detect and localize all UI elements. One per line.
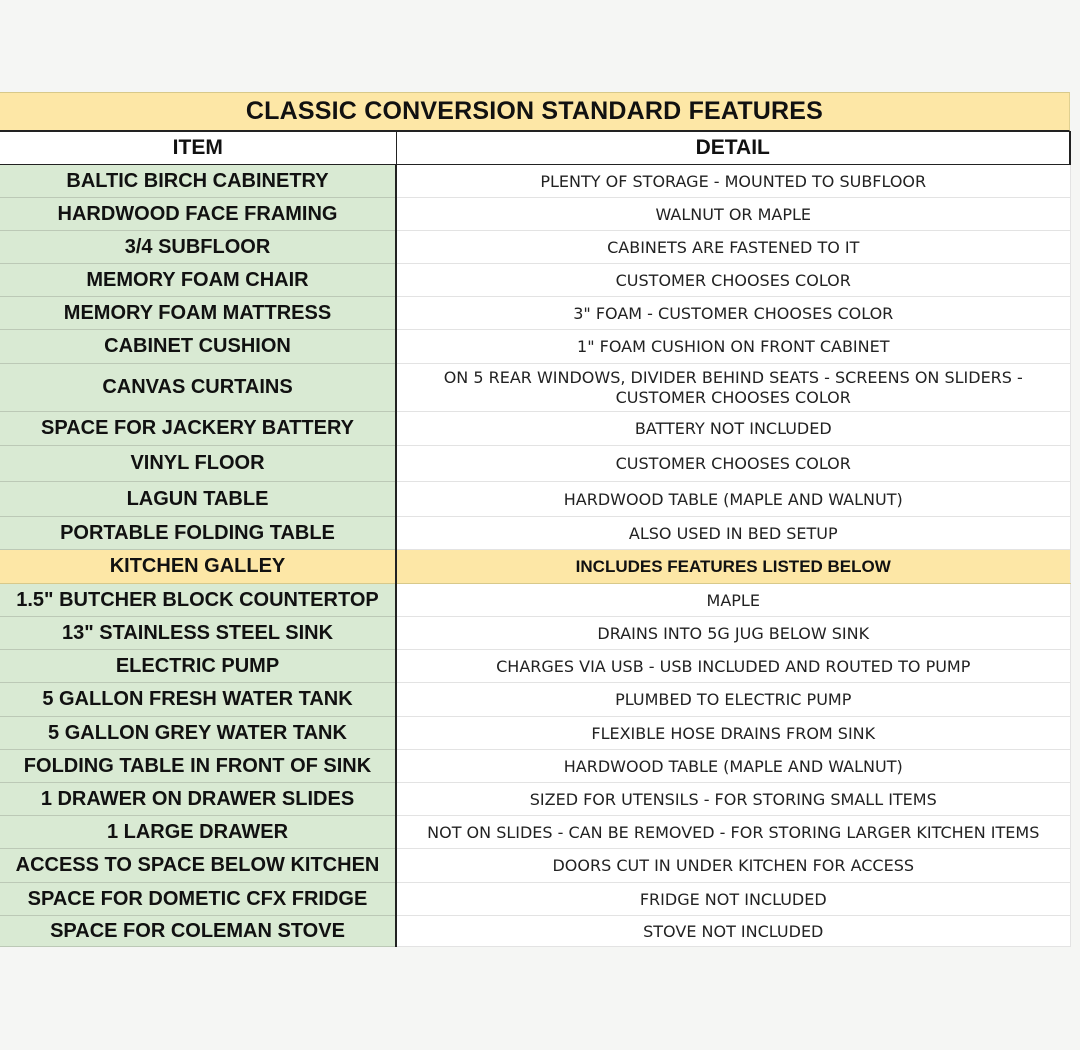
detail-cell: CUSTOMER CHOOSES COLOR	[396, 446, 1070, 482]
detail-cell: DOORS CUT IN UNDER KITCHEN FOR ACCESS	[396, 849, 1070, 883]
table-row	[0, 482, 1070, 517]
table-row	[0, 330, 1070, 364]
item-cell: CANVAS CURTAINS	[0, 364, 396, 412]
table-row	[0, 364, 1070, 412]
table-row	[0, 165, 1070, 198]
section-detail-cell: INCLUDES FEATURES LISTED BELOW	[396, 550, 1070, 584]
table-row	[0, 617, 1070, 650]
detail-cell: CUSTOMER CHOOSES COLOR	[396, 264, 1070, 297]
detail-cell: FRIDGE NOT INCLUDED	[396, 883, 1070, 916]
item-cell: PORTABLE FOLDING TABLE	[0, 517, 396, 550]
detail-cell: CHARGES VIA USB - USB INCLUDED AND ROUTED TO PUMP	[396, 650, 1070, 683]
section-item-cell: KITCHEN GALLEY	[0, 550, 396, 584]
item-cell: 1 DRAWER ON DRAWER SLIDES	[0, 783, 396, 816]
detail-cell: BATTERY NOT INCLUDED	[396, 412, 1070, 446]
table-row	[0, 916, 1070, 947]
item-cell: 5 GALLON GREY WATER TANK	[0, 717, 396, 750]
table-row	[0, 717, 1070, 750]
detail-cell: STOVE NOT INCLUDED	[396, 916, 1070, 947]
table-row	[0, 750, 1070, 783]
table-row	[0, 683, 1070, 717]
detail-cell: NOT ON SLIDES - CAN BE REMOVED - FOR STORING LARGER KITCHEN ITEMS	[396, 816, 1070, 849]
table-row	[0, 783, 1070, 816]
table-row	[0, 231, 1070, 264]
detail-cell: CABINETS ARE FASTENED TO IT	[396, 231, 1070, 264]
detail-cell: 1" FOAM CUSHION ON FRONT CABINET	[396, 330, 1070, 364]
detail-cell: 3" FOAM - CUSTOMER CHOOSES COLOR	[396, 297, 1070, 330]
table-row	[0, 297, 1070, 330]
detail-cell: MAPLE	[396, 584, 1070, 617]
item-cell: 3/4 SUBFLOOR	[0, 231, 396, 264]
item-cell: LAGUN TABLE	[0, 482, 396, 517]
header-item: ITEM	[0, 132, 396, 165]
table-row	[0, 412, 1070, 446]
item-cell: 5 GALLON FRESH WATER TANK	[0, 683, 396, 717]
detail-cell: ON 5 REAR WINDOWS, DIVIDER BEHIND SEATS - SCREENS ON SLIDERS - CUSTOMER CHOOSES COLOR	[396, 364, 1070, 412]
item-cell: ELECTRIC PUMP	[0, 650, 396, 683]
table-row	[0, 264, 1070, 297]
sheet-title: CLASSIC CONVERSION STANDARD FEATURES	[0, 92, 1070, 131]
item-cell: ACCESS TO SPACE BELOW KITCHEN	[0, 849, 396, 883]
features-table	[0, 131, 1071, 947]
item-cell: 1.5" BUTCHER BLOCK COUNTERTOP	[0, 584, 396, 617]
item-cell: BALTIC BIRCH CABINETRY	[0, 165, 396, 198]
item-cell: HARDWOOD FACE FRAMING	[0, 198, 396, 231]
table-row	[0, 849, 1070, 883]
table-row	[0, 650, 1070, 683]
item-cell: MEMORY FOAM CHAIR	[0, 264, 396, 297]
section-row-kitchen-galley	[0, 550, 1070, 584]
table-row	[0, 198, 1070, 231]
table-row	[0, 584, 1070, 617]
detail-cell: PLUMBED TO ELECTRIC PUMP	[396, 683, 1070, 717]
item-cell: 13" STAINLESS STEEL SINK	[0, 617, 396, 650]
item-cell: 1 LARGE DRAWER	[0, 816, 396, 849]
detail-cell: HARDWOOD TABLE (MAPLE AND WALNUT)	[396, 482, 1070, 517]
item-cell: SPACE FOR COLEMAN STOVE	[0, 916, 396, 947]
item-cell: VINYL FLOOR	[0, 446, 396, 482]
detail-cell: HARDWOOD TABLE (MAPLE AND WALNUT)	[396, 750, 1070, 783]
item-cell: SPACE FOR JACKERY BATTERY	[0, 412, 396, 446]
table-row	[0, 883, 1070, 916]
header-detail: DETAIL	[396, 132, 1070, 165]
detail-cell: ALSO USED IN BED SETUP	[396, 517, 1070, 550]
detail-cell: WALNUT OR MAPLE	[396, 198, 1070, 231]
item-cell: SPACE FOR DOMETIC CFX FRIDGE	[0, 883, 396, 916]
features-sheet	[0, 92, 1070, 947]
item-cell: MEMORY FOAM MATTRESS	[0, 297, 396, 330]
table-row	[0, 446, 1070, 482]
item-cell: CABINET CUSHION	[0, 330, 396, 364]
detail-cell: DRAINS INTO 5G JUG BELOW SINK	[396, 617, 1070, 650]
table-row	[0, 517, 1070, 550]
detail-cell: SIZED FOR UTENSILS - FOR STORING SMALL ITEMS	[396, 783, 1070, 816]
detail-cell: FLEXIBLE HOSE DRAINS FROM SINK	[396, 717, 1070, 750]
item-cell: FOLDING TABLE IN FRONT OF SINK	[0, 750, 396, 783]
detail-cell: PLENTY OF STORAGE - MOUNTED TO SUBFLOOR	[396, 165, 1070, 198]
header-row	[0, 132, 1070, 165]
table-row	[0, 816, 1070, 849]
